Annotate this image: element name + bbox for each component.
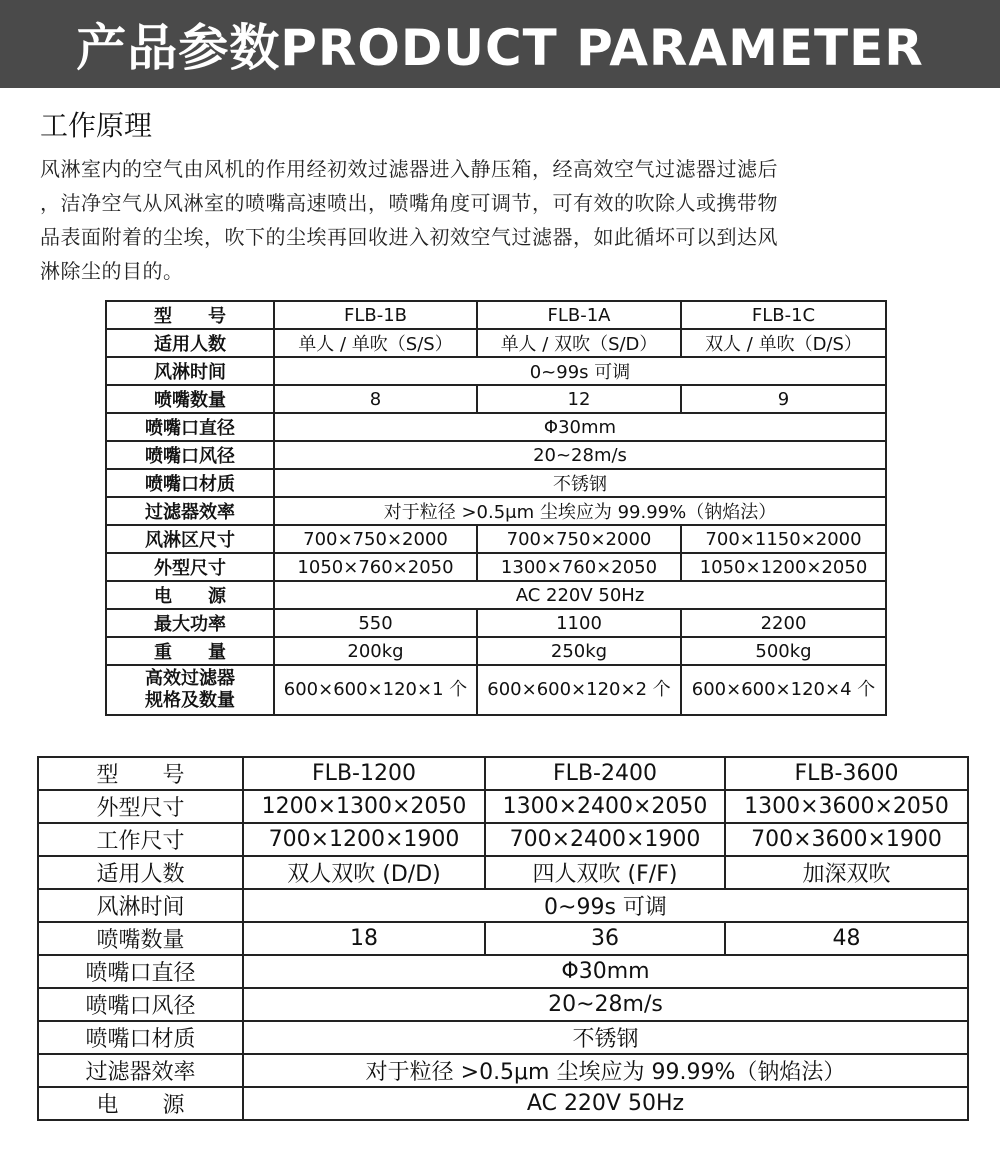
row-label: 喷嘴口材质 [38, 1021, 243, 1054]
row-label: 适用人数 [106, 329, 274, 357]
table-row [38, 823, 968, 856]
model-cell: FLB-3600 [725, 757, 968, 790]
row-label: 电 源 [106, 581, 274, 609]
title-banner [0, 0, 1000, 88]
table-cell: 对于粒径 >0.5μm 尘埃应为 99.99%（钠焰法） [243, 1054, 968, 1087]
table-cell: 1100 [477, 609, 681, 637]
table-cell: 200kg [274, 637, 477, 665]
table-cell: 0~99s 可调 [274, 357, 886, 385]
table-cell: AC 220V 50Hz [243, 1087, 968, 1120]
row-label: 工作尺寸 [38, 823, 243, 856]
table-cell: 1300×3600×2050 [725, 790, 968, 823]
table-cell: 对于粒径 >0.5μm 尘埃应为 99.99%（钠焰法） [274, 497, 886, 525]
table-row [106, 609, 886, 637]
table-cell: 单人 / 双吹（S/D） [477, 329, 681, 357]
table-row [106, 497, 886, 525]
model-cell: FLB-1C [681, 301, 886, 329]
table-cell: 20~28m/s [243, 988, 968, 1021]
table-row [38, 922, 968, 955]
row-label: 喷嘴口风径 [38, 988, 243, 1021]
table-row [106, 581, 886, 609]
row-label [106, 665, 274, 715]
row-label-line: 规格及数量 [145, 690, 235, 711]
principle-line: ，洁净空气从风淋室的喷嘴高速喷出，喷嘴角度可调节，可有效的吹除人或携带物 [40, 191, 778, 215]
table-row [106, 553, 886, 581]
table-row [106, 329, 886, 357]
table-cell: 500kg [681, 637, 886, 665]
table-cell: 700×2400×1900 [485, 823, 725, 856]
table-cell: 20~28m/s [274, 441, 886, 469]
table-cell: 1300×760×2050 [477, 553, 681, 581]
table-cell: 0~99s 可调 [243, 889, 968, 922]
table-cell: 1200×1300×2050 [243, 790, 485, 823]
table-cell: 12 [477, 385, 681, 413]
table-row [38, 790, 968, 823]
row-label: 电 源 [38, 1087, 243, 1120]
row-label: 适用人数 [38, 856, 243, 889]
table-row [38, 856, 968, 889]
table-cell: 加深双吹 [725, 856, 968, 889]
row-label: 喷嘴数量 [38, 922, 243, 955]
table-header-row [38, 757, 968, 790]
table-cell: 1050×1200×2050 [681, 553, 886, 581]
table-row [38, 988, 968, 1021]
table-cell: 48 [725, 922, 968, 955]
table-cell: 双人双吹 (D/D) [243, 856, 485, 889]
table-cell: 700×1150×2000 [681, 525, 886, 553]
table-row [106, 525, 886, 553]
table-cell: 550 [274, 609, 477, 637]
table-cell: 700×750×2000 [274, 525, 477, 553]
model-cell: FLB-2400 [485, 757, 725, 790]
table-cell: 600×600×120×4 个 [681, 665, 886, 715]
row-label: 过滤器效率 [38, 1054, 243, 1087]
spec-table-large [37, 756, 969, 1121]
table-cell: 8 [274, 385, 477, 413]
principle-line: 风淋室内的空气由风机的作用经初效过滤器进入静压箱，经高效空气过滤器过滤后 [40, 157, 778, 181]
table-cell: 700×3600×1900 [725, 823, 968, 856]
table-cell: 600×600×120×2 个 [477, 665, 681, 715]
table-cell: 9 [681, 385, 886, 413]
table-row [106, 385, 886, 413]
table-row [106, 469, 886, 497]
model-cell: FLB-1200 [243, 757, 485, 790]
table-row [38, 1021, 968, 1054]
row-label: 喷嘴口直径 [38, 955, 243, 988]
table-cell: 不锈钢 [274, 469, 886, 497]
row-label: 风淋时间 [106, 357, 274, 385]
table-cell: Φ30mm [274, 413, 886, 441]
table-cell: AC 220V 50Hz [274, 581, 886, 609]
table-cell: 双人 / 单吹（D/S） [681, 329, 886, 357]
table-cell: 1300×2400×2050 [485, 790, 725, 823]
table-row [106, 665, 886, 715]
table-cell: 36 [485, 922, 725, 955]
table-row [38, 955, 968, 988]
row-label: 喷嘴口材质 [106, 469, 274, 497]
table-row [38, 889, 968, 922]
row-label: 最大功率 [106, 609, 274, 637]
principle-line: 淋除尘的目的。 [40, 259, 184, 283]
row-label: 风淋区尺寸 [106, 525, 274, 553]
model-label: 型 号 [38, 757, 243, 790]
model-label: 型 号 [106, 301, 274, 329]
table-cell: 18 [243, 922, 485, 955]
row-label: 风淋时间 [38, 889, 243, 922]
principle-line: 品表面附着的尘埃，吹下的尘埃再回收进入初效空气过滤器，如此循坏可以到达风 [40, 225, 778, 249]
table-cell: 单人 / 单吹（S/S） [274, 329, 477, 357]
row-label: 过滤器效率 [106, 497, 274, 525]
row-label: 外型尺寸 [38, 790, 243, 823]
table-row [106, 441, 886, 469]
banner-title: 产品参数PRODUCT PARAMETER [76, 19, 924, 77]
model-cell: FLB-1B [274, 301, 477, 329]
row-label-line: 高效过滤器 [145, 668, 235, 689]
table-cell: 700×750×2000 [477, 525, 681, 553]
table-cell: Φ30mm [243, 955, 968, 988]
table-cell: 700×1200×1900 [243, 823, 485, 856]
row-label: 喷嘴口风径 [106, 441, 274, 469]
row-label: 重 量 [106, 637, 274, 665]
table-cell: 1050×760×2050 [274, 553, 477, 581]
table-cell: 四人双吹 (F/F) [485, 856, 725, 889]
table-cell: 不锈钢 [243, 1021, 968, 1054]
table-header-row [106, 301, 886, 329]
table-row [106, 637, 886, 665]
model-cell: FLB-1A [477, 301, 681, 329]
row-label: 喷嘴数量 [106, 385, 274, 413]
working-principle-text [40, 152, 965, 288]
table-row [38, 1054, 968, 1087]
table-row [106, 357, 886, 385]
row-label: 外型尺寸 [106, 553, 274, 581]
table-cell: 2200 [681, 609, 886, 637]
table-cell: 250kg [477, 637, 681, 665]
table-cell: 600×600×120×1 个 [274, 665, 477, 715]
table-row [106, 413, 886, 441]
spec-table-small [105, 300, 887, 716]
row-label: 喷嘴口直径 [106, 413, 274, 441]
table-row [38, 1087, 968, 1120]
section-heading: 工作原理 [40, 109, 153, 142]
